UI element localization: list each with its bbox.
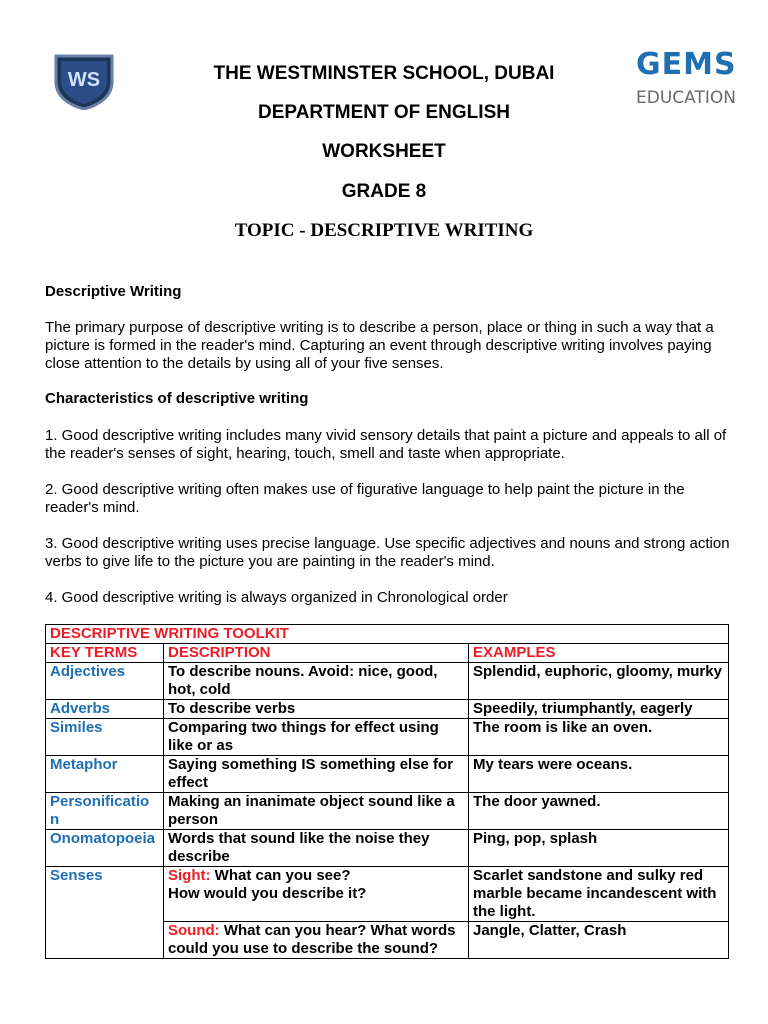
sight-label: Sight: — [168, 867, 211, 884]
sight-question: What can you see? — [210, 867, 351, 884]
sound-question: What can you hear? What words could you use to describe the sound? — [168, 922, 456, 957]
key-term: Onomatopoeia — [46, 830, 164, 867]
table-row — [46, 793, 729, 830]
table-title-row — [46, 625, 729, 644]
table-row — [46, 756, 729, 793]
column-header-description: DESCRIPTION — [164, 644, 469, 663]
sight-description — [164, 867, 469, 922]
grade-title: GRADE 8 — [341, 181, 427, 202]
worksheet-title: WORKSHEET — [322, 141, 446, 162]
term-example: Speedily, triumphantly, eagerly — [469, 700, 729, 719]
term-description: Words that sound like the noise they describe — [164, 830, 469, 867]
key-term: Personificatio n — [46, 793, 164, 830]
toolkit-table — [45, 624, 729, 959]
key-term: Similes — [46, 719, 164, 756]
sound-label: Sound: — [168, 922, 220, 939]
term-description: Saying something IS something else for effect — [164, 756, 469, 793]
term-example: My tears were oceans. — [469, 756, 729, 793]
term-description: To describe nouns. Avoid: nice, good, hot, cold — [164, 663, 469, 700]
sound-description — [164, 922, 469, 959]
characteristic-point-2: 2. Good descriptive writing often makes use of figurative language to help paint the picture in the reader's mind. — [45, 481, 685, 516]
characteristic-point-4: 4. Good descriptive writing is always organized in Chronological order — [45, 589, 508, 606]
ws-logo-text: WS — [67, 69, 101, 91]
sound-example: Jangle, Clatter, Crash — [469, 922, 729, 959]
key-term-senses: Senses — [46, 867, 164, 959]
term-example: The door yawned. — [469, 793, 729, 830]
characteristic-point-3: 3. Good descriptive writing uses precise language. Use specific adjectives and nouns and strong action verbs to give life to the picture you are painting in the reader's mind. — [45, 535, 730, 570]
descriptive-writing-paragraph: The primary purpose of descriptive writing is to describe a person, place or thing in such a way that a picture is formed in the reader's mind. Capturing an event through descriptive writing involves paying close attention to the details by using all of your five senses. — [45, 319, 714, 372]
topic-title: TOPIC - DESCRIPTIVE WRITING — [234, 220, 534, 241]
sight-example: Scarlet sandstone and sulky red marble became incandescent with the light. — [469, 867, 729, 922]
descriptive-writing-heading: Descriptive Writing — [45, 283, 182, 300]
term-example: Ping, pop, splash — [469, 830, 729, 867]
key-term: Adverbs — [46, 700, 164, 719]
table-row-senses-sight — [46, 867, 729, 922]
toolkit-title: DESCRIPTIVE WRITING TOOLKIT — [46, 625, 729, 644]
sight-question-2: How would you describe it? — [168, 885, 367, 902]
characteristic-point-1: 1. Good descriptive writing includes many vivid sensory details that paint a picture and appeals to all of the reader's senses of sight, hearing, touch, smell and taste when appropriate. — [45, 427, 727, 462]
term-description: To describe verbs — [164, 700, 469, 719]
table-row — [46, 719, 729, 756]
column-header-key-terms: KEY TERMS — [46, 644, 164, 663]
department-title: DEPARTMENT OF ENGLISH — [258, 102, 510, 123]
column-header-examples: EXAMPLES — [469, 644, 729, 663]
term-example: Splendid, euphoric, gloomy, murky — [469, 663, 729, 700]
characteristics-heading: Characteristics of descriptive writing — [45, 390, 309, 407]
term-example: The room is like an oven. — [469, 719, 729, 756]
school-name: THE WESTMINSTER SCHOOL, DUBAI — [213, 63, 555, 84]
table-row — [46, 830, 729, 867]
table-row — [46, 663, 729, 700]
term-description: Comparing two things for effect using like or as — [164, 719, 469, 756]
table-header-row — [46, 644, 729, 663]
key-term: Metaphor — [46, 756, 164, 793]
gems-logo-subtext: EDUCATION — [636, 88, 736, 108]
term-description: Making an inanimate object sound like a person — [164, 793, 469, 830]
table-row — [46, 700, 729, 719]
key-term: Adjectives — [46, 663, 164, 700]
gems-logo-text: GEMS — [636, 47, 737, 82]
